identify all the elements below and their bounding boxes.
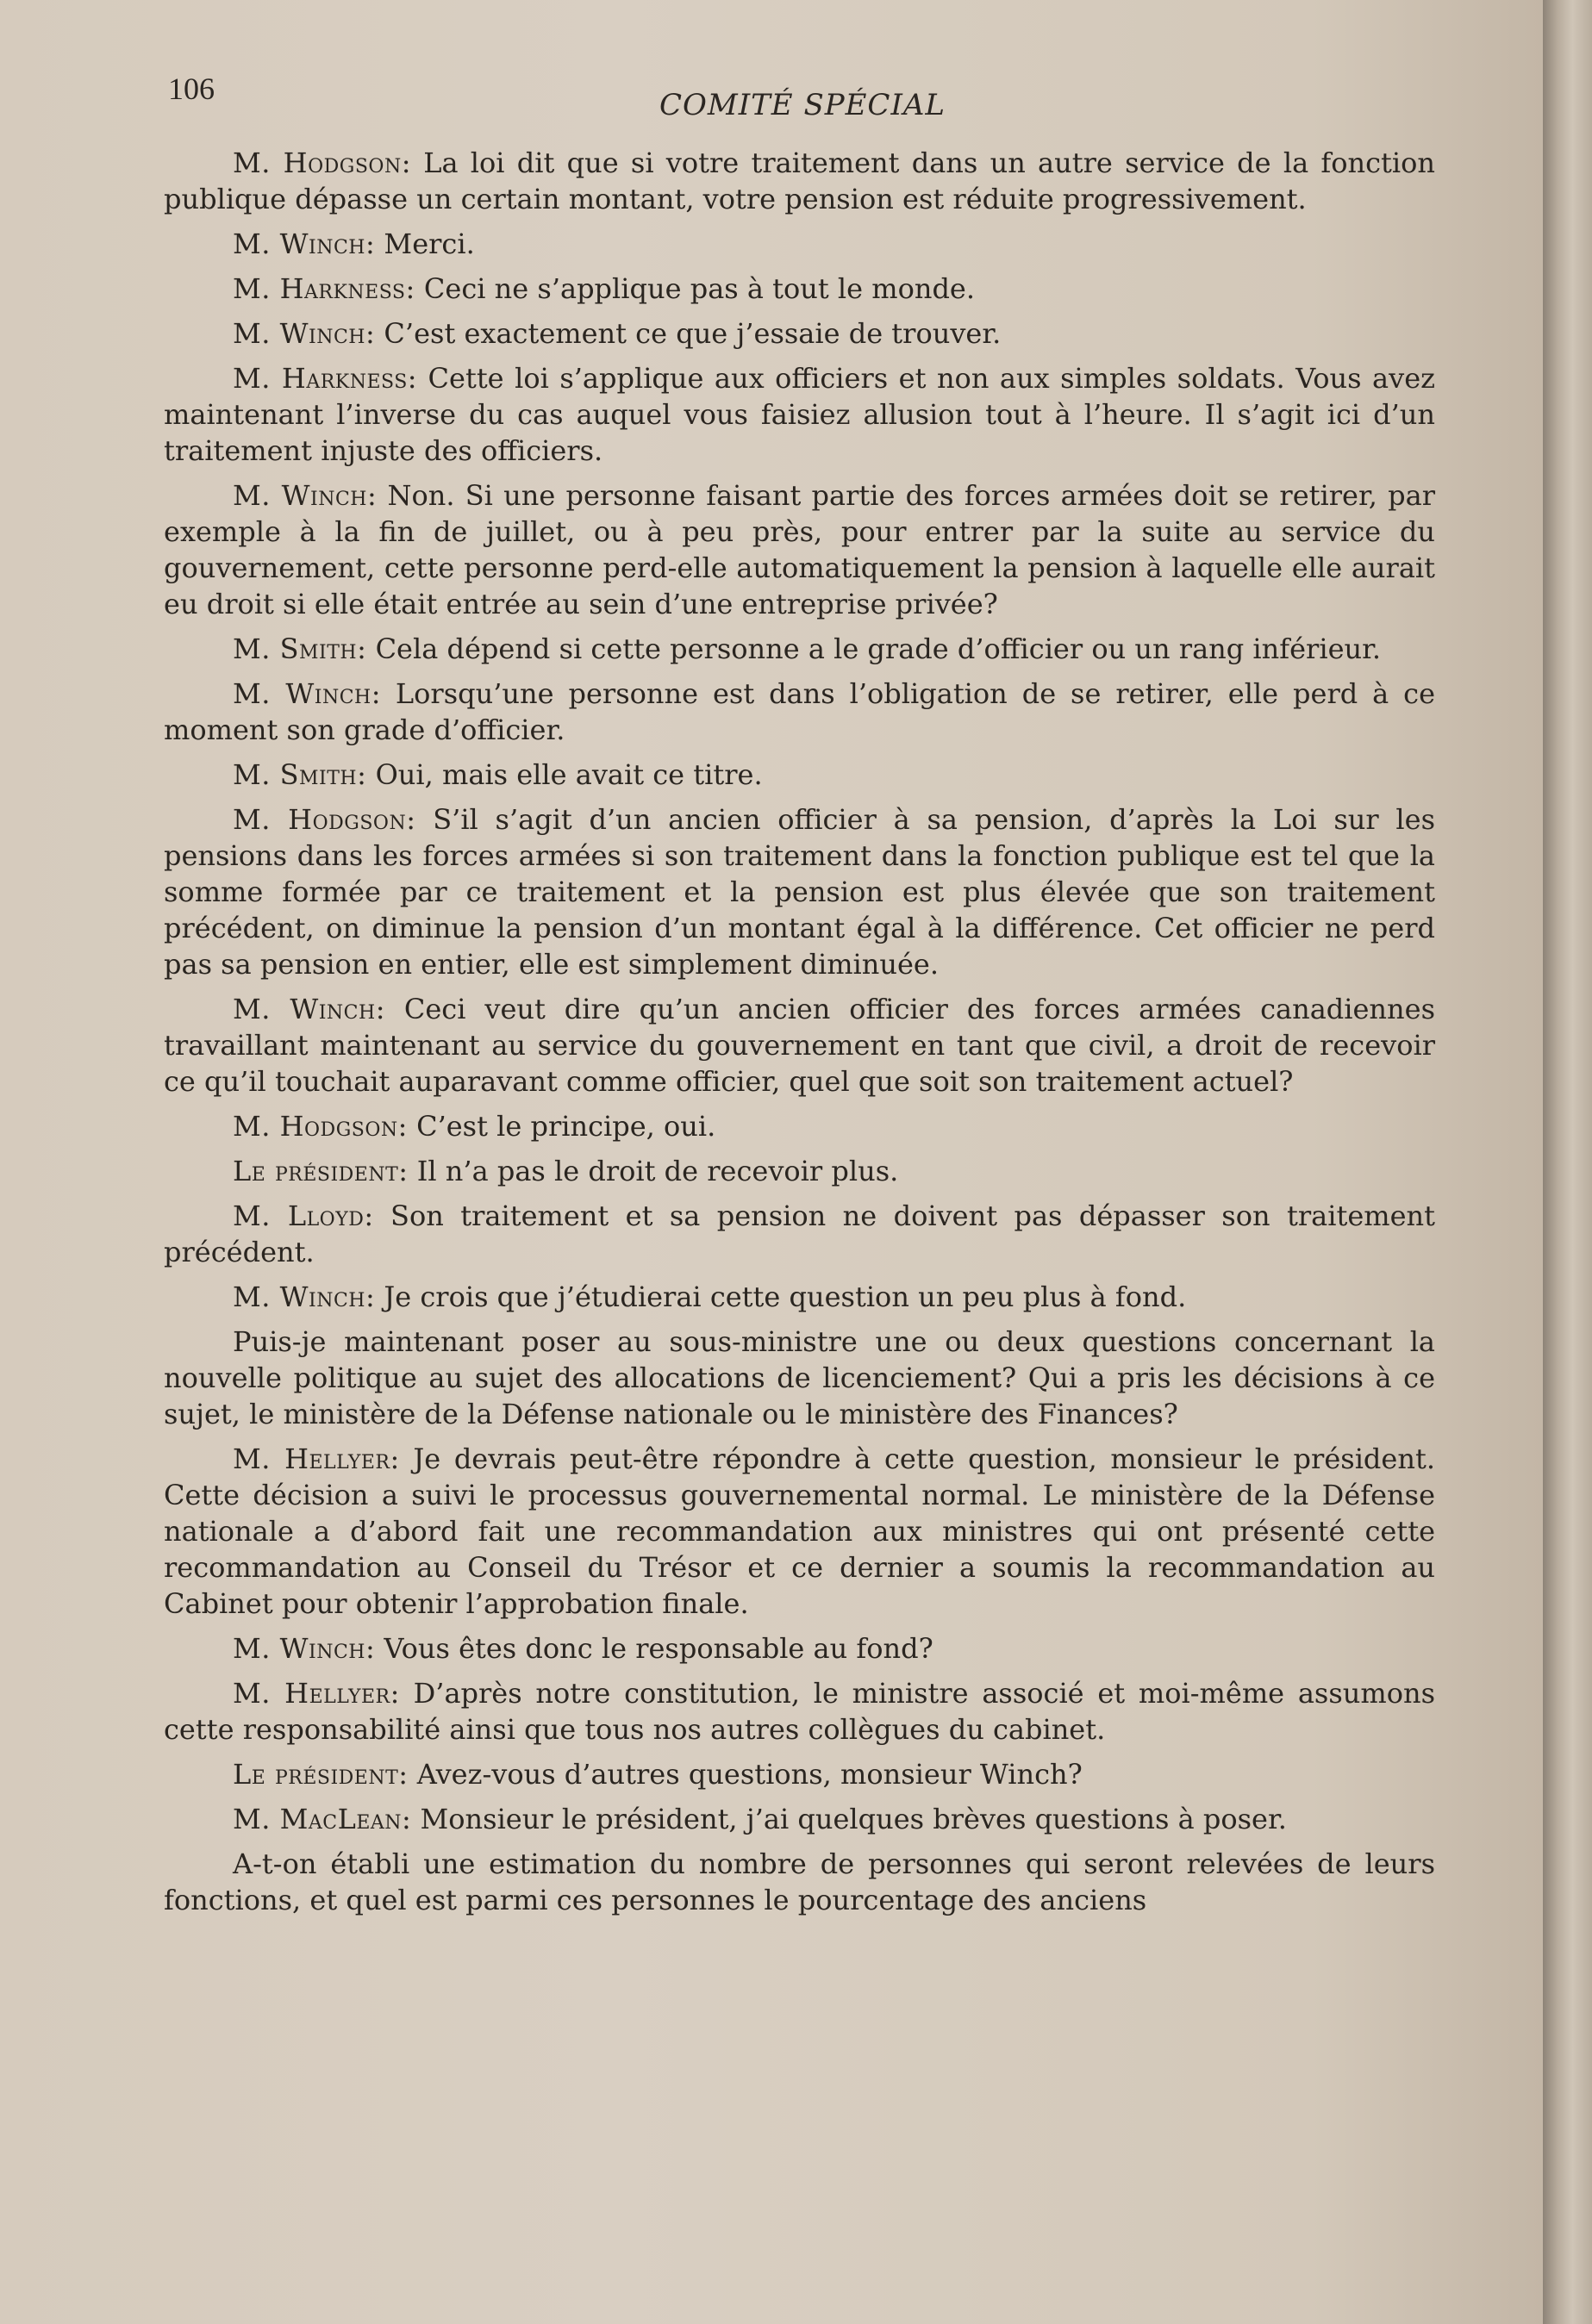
- speaker-name: Le président:: [233, 1758, 409, 1791]
- speaker-name: M. Hodgson:: [233, 1110, 408, 1143]
- paragraph: [164, 1801, 1435, 1837]
- paragraph-text: Il n’a pas le droit de recevoir plus.: [408, 1155, 899, 1187]
- paragraph: [164, 226, 1435, 262]
- paragraph: [164, 1675, 1435, 1748]
- paragraph: [164, 315, 1435, 352]
- paragraph: [164, 1630, 1435, 1667]
- paragraph: [164, 1846, 1435, 1918]
- paragraph-text: Je devrais peut-être répondre à cette question, monsieur le président. Cette décision a suivi le processus gouvernemental normal. Le ministère de la Défense nationale a d’abord fait une recommandation aux ministres qui ont présenté cette recommandation au Conseil du Trésor et ce dernier a soumis la recommandation au Cabinet pour obtenir l’approbation finale.: [164, 1442, 1435, 1620]
- paragraph-text: D’après notre constitution, le ministre associé et moi-même assumons cette responsabilité ainsi que tous nos autres collègues du cabinet.: [164, 1677, 1436, 1746]
- paragraph: [164, 1108, 1435, 1144]
- speaker-name: M. Smith:: [233, 632, 367, 665]
- speaker-name: M. Smith:: [233, 758, 367, 791]
- speaker-name: M. Hellyer:: [233, 1677, 400, 1710]
- paragraph-text: Lorsqu’une personne est dans l’obligation de se retirer, elle perd à ce moment son grade d’officier.: [164, 677, 1436, 746]
- paragraph: [164, 360, 1435, 469]
- speaker-name: M. Winch:: [233, 227, 376, 260]
- speaker-name: M. MacLean:: [233, 1803, 412, 1835]
- paragraph: [164, 1198, 1435, 1270]
- paragraph: [164, 1441, 1435, 1622]
- paragraph-text: Je crois que j’étudierai cette question un peu plus à fond.: [375, 1280, 1187, 1313]
- speaker-name: Le président:: [233, 1155, 409, 1187]
- paragraph: [164, 801, 1435, 982]
- paragraph: [164, 991, 1435, 1100]
- paragraph: [164, 145, 1435, 217]
- running-head: COMITÉ SPÉCIAL: [659, 88, 946, 122]
- book-gutter: [1543, 0, 1592, 2324]
- speaker-name: M. Winch:: [233, 993, 385, 1025]
- speaker-name: M. Winch:: [233, 1280, 376, 1313]
- paragraph-text: Son traitement et sa pension ne doivent pas dépasser son traitement précédent.: [164, 1199, 1436, 1268]
- paragraph: [164, 1153, 1435, 1189]
- speaker-name: M. Winch:: [233, 677, 381, 710]
- paragraph-text: Avez-vous d’autres questions, monsieur Winch?: [408, 1758, 1083, 1791]
- speaker-name: M. Winch:: [233, 317, 376, 350]
- paragraph: [164, 631, 1435, 667]
- paragraph-text: Vous êtes donc le responsable au fond?: [375, 1632, 933, 1665]
- paragraph: [164, 271, 1435, 307]
- speaker-name: M. Hodgson:: [233, 803, 416, 836]
- paragraph-text: C’est exactement ce que j’essaie de trouver.: [375, 317, 1002, 350]
- speaker-name: M. Hodgson:: [233, 146, 411, 179]
- paragraph: [164, 1324, 1435, 1432]
- speaker-name: M. Lloyd:: [233, 1199, 374, 1232]
- paragraph-text: C’est le principe, oui.: [407, 1110, 716, 1143]
- paragraph: [164, 477, 1435, 622]
- paragraph: [164, 1756, 1435, 1792]
- paragraph-text: S’il s’agit d’un ancien officier à sa pension, d’après la Loi sur les pensions dans les forces armées si son traitement dans la fonction publique est tel que la somme formée par ce traitement et la pension est plus élevée que son traitement précédent, on diminue la pension d’un montant égal à la différence. Cet officier ne perd pas sa pension en entier, elle est simplement diminuée.: [164, 803, 1436, 981]
- paragraph-text: Ceci veut dire qu’un ancien officier des forces armées canadiennes travaillant maintenant au service du gouvernement en tant que civil, a droit de recevoir ce qu’il touchait auparavant comme officier, quel que soit son traitement actuel?: [164, 993, 1436, 1098]
- speaker-name: M. Hellyer:: [233, 1442, 400, 1475]
- paragraph: [164, 676, 1435, 748]
- speaker-name: M. Harkness:: [233, 362, 418, 395]
- paragraph-text: Oui, mais elle avait ce titre.: [366, 758, 763, 791]
- paragraph-text: A-t-on établi une estimation du nombre de personnes qui seront relevées de leurs fonctions, et quel est parmi ces personnes le pourcentage des anciens: [164, 1847, 1435, 1916]
- page-header: [168, 71, 1418, 131]
- paragraph-text: Monsieur le président, j’ai quelques brèves questions à poser.: [411, 1803, 1287, 1835]
- paragraph-text: Merci.: [375, 227, 475, 260]
- paragraph-text: Cette loi s’applique aux officiers et non aux simples soldats. Vous avez maintenant l’inverse du cas auquel vous faisiez allusion tout à l’heure. Il s’agit ici d’un traitement injuste des officiers.: [164, 362, 1436, 467]
- speaker-name: M. Winch:: [233, 479, 378, 512]
- paragraph-text: Non. Si une personne faisant partie des forces armées doit se retirer, par exemple à la fin de juillet, ou à peu près, pour entrer par la suite au service du gouvernement, cette personne perd-elle automatiquement la pension à laquelle elle aurait eu droit si elle était entrée au sein d’une entreprise privée?: [164, 479, 1435, 620]
- body-text: [164, 145, 1435, 1927]
- paragraph-text: Cela dépend si cette personne a le grade d’officier ou un rang inférieur.: [366, 632, 1382, 665]
- paragraph-text: La loi dit que si votre traitement dans un autre service de la fonction publique dépasse un certain montant, votre pension est réduite progressivement.: [164, 146, 1436, 215]
- paragraph-text: Puis-je maintenant poser au sous-ministre une ou deux questions concernant la nouvelle politique au sujet des allocations de licenciement? Qui a pris les décisions à ce sujet, le ministère de la Défense nationale ou le ministère des Finances?: [164, 1325, 1435, 1430]
- speaker-name: M. Harkness:: [233, 272, 415, 305]
- paragraph-text: Ceci ne s’applique pas à tout le monde.: [415, 272, 976, 305]
- paragraph: [164, 1279, 1435, 1315]
- speaker-name: M. Winch:: [233, 1632, 376, 1665]
- paragraph: [164, 757, 1435, 793]
- page-number: 106: [168, 72, 215, 106]
